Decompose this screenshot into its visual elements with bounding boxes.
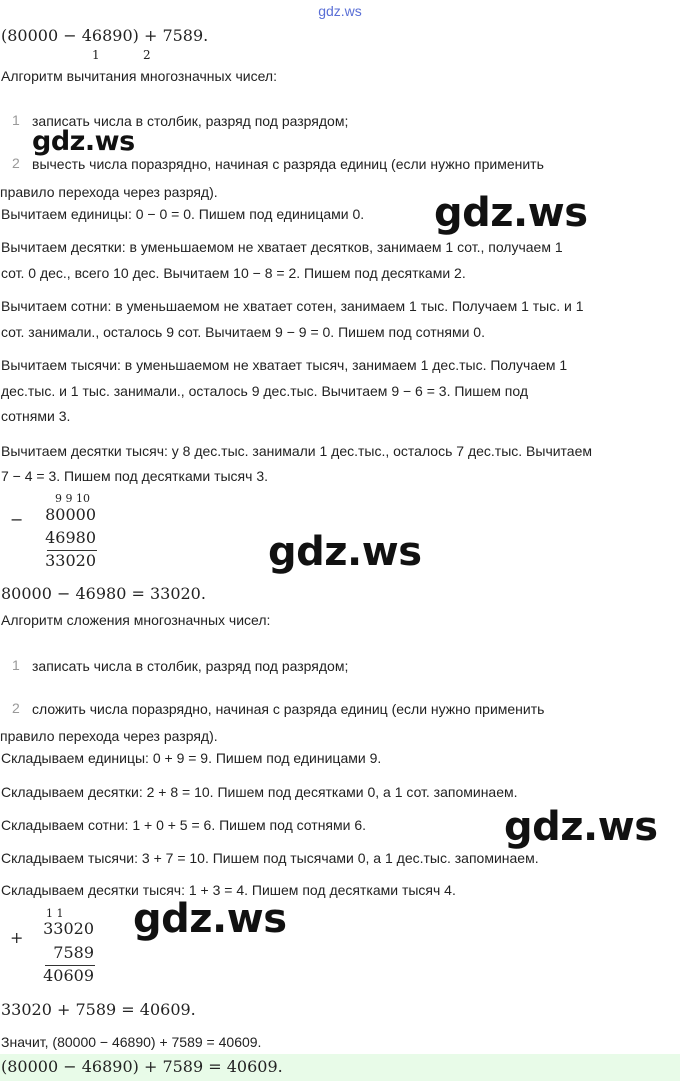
carry-marks: 1 1 xyxy=(46,907,64,920)
explanation-line: Складываем сотни: 1 + 0 + 5 = 6. Пишем под сотнями 6. xyxy=(1,817,367,833)
subtraction-result: 80000 − 46980 = 33020. xyxy=(1,584,206,603)
watermark: gdz.ws xyxy=(133,896,287,942)
step-text: записать числа в столбик, разряд под разрядом; xyxy=(32,113,349,129)
step-text: правило перехода через разряд). xyxy=(0,728,218,744)
addend-1: 33020 xyxy=(43,919,94,938)
addition-title: Алгоритм сложения многозначных чисел: xyxy=(1,612,271,628)
step-number: 1 xyxy=(12,657,20,673)
expression: (80000 − 46890) + 7589. xyxy=(1,26,209,45)
addend-2: 7589 xyxy=(53,943,94,962)
explanation-line: 7 − 4 = 3. Пишем под десятками тысяч 3. xyxy=(1,468,268,484)
step-number: 2 xyxy=(12,155,20,171)
explanation-line: Складываем десятки тысяч: 1 + 3 = 4. Пишем под десятками тысяч 4. xyxy=(1,882,456,898)
step-text: вычесть числа поразрядно, начиная с разряда единиц (если нужно применить xyxy=(32,156,544,172)
explanation-line: Складываем единицы: 0 + 9 = 9. Пишем под единицами 9. xyxy=(1,750,382,766)
plus-sign: + xyxy=(10,928,24,947)
order-2: 2 xyxy=(143,48,151,62)
site-header[interactable]: gdz.ws xyxy=(318,3,362,19)
explanation-line: сот. занимали., осталось 9 сот. Вычитаем 9 − 9 = 0. Пишем под сотнями 0. xyxy=(1,324,485,340)
explanation-line: сотнями 3. xyxy=(1,408,71,424)
watermark: gdz.ws xyxy=(504,804,658,850)
explanation-line: Вычитаем единицы: 0 − 0 = 0. Пишем под единицами 0. xyxy=(1,206,365,222)
minus-sign: − xyxy=(10,510,24,529)
step-number: 1 xyxy=(12,112,20,128)
explanation-line: сот. 0 дес., всего 10 дес. Вычитаем 10 − 8 = 2. Пишем под десятками 2. xyxy=(1,265,466,281)
explanation-line: Вычитаем десятки: в уменьшаемом не хватает десятков, занимаем 1 сот., получаем 1 xyxy=(1,239,563,255)
explanation-line: Вычитаем сотни: в уменьшаемом не хватает сотен, занимаем 1 тыс. Получаем 1 тыс. и 1 xyxy=(1,298,584,314)
final-answer: (80000 − 46890) + 7589 = 40609. xyxy=(1,1057,283,1076)
step-text: правило перехода через разряд). xyxy=(0,184,218,200)
explanation-line: дес.тыс. и 1 тыс. занимали., осталось 9 дес.тыс. Вычитаем 9 − 6 = 3. Пишем под xyxy=(1,383,529,399)
explanation-line: Складываем десятки: 2 + 8 = 10. Пишем под десятками 0, а 1 сот. запоминаем. xyxy=(1,784,518,800)
difference: 33020 xyxy=(45,551,96,570)
watermark: gdz.ws xyxy=(268,529,422,575)
sum: 40609 xyxy=(43,966,94,985)
watermark: gdz.ws xyxy=(32,126,135,157)
step-text: записать числа в столбик, разряд под разрядом; xyxy=(32,658,349,674)
explanation-line: Вычитаем тысячи: в уменьшаемом не хватает тысяч, занимаем 1 дес.тыс. Получаем 1 xyxy=(1,357,568,373)
explanation-line: Складываем тысячи: 3 + 7 = 10. Пишем под тысячами 0, а 1 дес.тыс. запоминаем. xyxy=(1,850,539,866)
step-text: сложить числа поразрядно, начиная с разряда единиц (если нужно применить xyxy=(32,701,545,717)
order-1: 1 xyxy=(92,48,100,62)
watermark: gdz.ws xyxy=(434,190,588,236)
conclusion: Значит, (80000 − 46890) + 7589 = 40609. xyxy=(1,1034,262,1050)
step-number: 2 xyxy=(12,700,20,716)
minuend: 80000 xyxy=(45,505,96,524)
subtrahend: 46980 xyxy=(45,528,96,547)
addition-result: 33020 + 7589 = 40609. xyxy=(1,1000,196,1019)
borrow-marks: 9 9 10 xyxy=(55,492,90,505)
subtraction-title: Алгоритм вычитания многозначных чисел: xyxy=(1,68,277,84)
explanation-line: Вычитаем десятки тысяч: у 8 дес.тыс. занимали 1 дес.тыс., осталось 7 дес.тыс. Вычитаем xyxy=(1,443,593,459)
